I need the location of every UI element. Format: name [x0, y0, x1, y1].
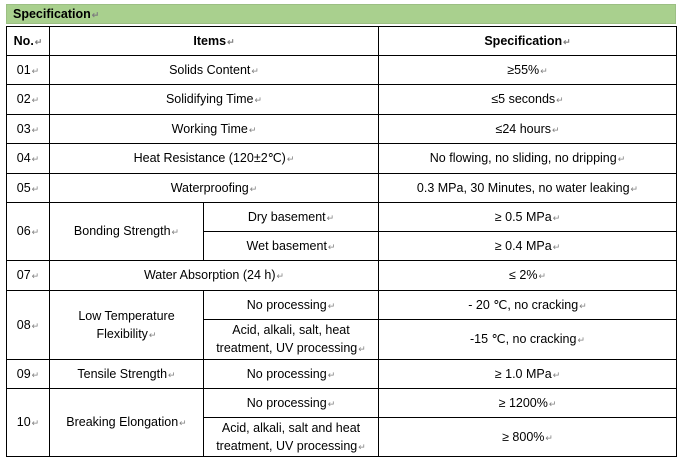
paragraph-mark-icon: ↵	[31, 369, 40, 380]
paragraph-mark-icon: ↵	[254, 95, 263, 105]
row-spec: No flowing, no sliding, no dripping↵	[379, 144, 677, 174]
paragraph-mark-icon: ↵	[227, 36, 235, 47]
paragraph-mark-icon: ↵	[31, 320, 40, 331]
paragraph-mark-icon: ↵	[31, 65, 40, 76]
paragraph-mark-icon: ↵	[34, 36, 43, 47]
row-spec: ≤ 2%↵	[379, 261, 677, 291]
paragraph-mark-icon: ↵	[552, 124, 560, 135]
row-spec: ≥55%↵	[379, 56, 677, 85]
row-subitem: Acid, alkali, salt and heat treatment, UV processing↵	[204, 418, 379, 457]
row-subitem: Acid, alkali, salt, heat treatment, UV processing↵	[204, 320, 379, 360]
section-title-bar	[6, 4, 676, 24]
table-header-row	[7, 27, 677, 56]
table-row	[7, 203, 677, 232]
paragraph-mark-icon: ↵	[31, 183, 40, 194]
section-title: Specification	[13, 7, 91, 21]
row-item: Solids Content↵	[50, 56, 379, 85]
row-number: 04↵	[7, 144, 50, 174]
header-items: Items↵	[50, 27, 379, 56]
row-number: 06↵	[7, 203, 50, 261]
paragraph-mark-icon: ↵	[249, 183, 258, 194]
paragraph-mark-icon: ↵	[552, 212, 561, 223]
table-row	[7, 389, 677, 418]
table-row	[7, 291, 677, 320]
paragraph-mark-icon: ↵	[552, 369, 561, 380]
row-number: 01↵	[7, 56, 50, 85]
row-subitem: No processing↵	[204, 291, 379, 320]
row-spec: ≥ 0.4 MPa↵	[379, 232, 677, 261]
paragraph-mark-icon: ↵	[168, 369, 176, 380]
paragraph-mark-icon: ↵	[31, 418, 40, 428]
table-row	[7, 56, 677, 85]
header-no: No.↵	[7, 27, 50, 56]
row-spec: ≥ 1200%↵	[379, 389, 677, 418]
row-number: 03↵	[7, 115, 50, 144]
row-spec: ≥ 0.5 MPa↵	[379, 203, 677, 232]
paragraph-mark-icon: ↵	[31, 227, 40, 237]
row-subitem: No processing↵	[204, 389, 379, 418]
row-spec: 0.3 MPa, 30 Minutes, no water leaking↵	[379, 174, 677, 203]
paragraph-mark-icon: ↵	[171, 227, 180, 237]
paragraph-mark-icon: ↵	[179, 418, 187, 428]
paragraph-mark-icon: ↵	[327, 241, 336, 252]
paragraph-mark-icon: ↵	[31, 124, 40, 135]
row-subitem: No processing↵	[204, 360, 379, 389]
paragraph-mark-icon: ↵	[545, 432, 553, 443]
row-item: Solidifying Time↵	[50, 85, 379, 115]
row-spec: ≥ 1.0 MPa↵	[379, 360, 677, 389]
row-subitem: Wet basement↵	[204, 232, 379, 261]
table-row	[7, 115, 677, 144]
row-number: 02↵	[7, 85, 50, 115]
paragraph-mark-icon: ↵	[579, 300, 587, 311]
paragraph-mark-icon: ↵	[556, 95, 564, 105]
paragraph-mark-icon: ↵	[563, 36, 571, 47]
table-row	[7, 360, 677, 389]
paragraph-mark-icon: ↵	[276, 271, 285, 281]
row-number: 09↵	[7, 360, 50, 389]
paragraph-mark-icon: ↵	[358, 441, 366, 452]
paragraph-mark-icon: ↵	[327, 369, 336, 380]
paragraph-mark-icon: ↵	[31, 271, 40, 281]
row-spec: -15 ℃, no cracking↵	[379, 320, 677, 360]
row-spec: ≥ 800%↵	[379, 418, 677, 457]
row-number: 05↵	[7, 174, 50, 203]
row-item: Waterproofing↵	[50, 174, 379, 203]
paragraph-mark-icon: ↵	[577, 335, 586, 345]
paragraph-mark-icon: ↵	[31, 95, 40, 105]
paragraph-mark-icon: ↵	[617, 154, 626, 164]
table-row	[7, 174, 677, 203]
row-item: Breaking Elongation↵	[50, 389, 204, 457]
row-item: Tensile Strength↵	[50, 360, 204, 389]
table-row	[7, 144, 677, 174]
paragraph-mark-icon: ↵	[538, 271, 546, 281]
paragraph-mark-icon: ↵	[31, 154, 40, 164]
paragraph-mark-icon: ↵	[552, 241, 561, 252]
header-specification: Specification↵	[379, 27, 677, 56]
paragraph-mark-icon: ↵	[358, 344, 366, 354]
paragraph-mark-icon: ↵	[630, 183, 639, 194]
row-item: Heat Resistance (120±2℃)↵	[50, 144, 379, 174]
row-subitem: Dry basement↵	[204, 203, 379, 232]
table-row	[7, 261, 677, 291]
row-spec: ≤24 hours↵	[379, 115, 677, 144]
paragraph-mark-icon: ↵	[548, 398, 557, 409]
row-spec: - 20 ℃, no cracking↵	[379, 291, 677, 320]
paragraph-mark-icon: ↵	[248, 124, 257, 135]
row-item: Low Temperature Flexibility↵	[50, 291, 204, 360]
paragraph-mark-icon: ↵	[327, 300, 336, 311]
row-item: Water Absorption (24 h)↵	[50, 261, 379, 291]
paragraph-mark-icon: ↵	[251, 65, 259, 76]
row-number: 08↵	[7, 291, 50, 360]
paragraph-mark-icon: ↵	[327, 398, 336, 409]
paragraph-mark-icon: ↵	[91, 10, 100, 20]
paragraph-mark-icon: ↵	[148, 329, 157, 340]
row-number: 10↵	[7, 389, 50, 457]
paragraph-mark-icon: ↵	[540, 65, 548, 76]
row-number: 07↵	[7, 261, 50, 291]
specification-table	[6, 26, 677, 457]
table-row	[7, 85, 677, 115]
row-spec: ≤5 seconds↵	[379, 85, 677, 115]
row-item: Working Time↵	[50, 115, 379, 144]
paragraph-mark-icon: ↵	[286, 154, 295, 164]
paragraph-mark-icon: ↵	[326, 212, 335, 223]
row-item: Bonding Strength↵	[50, 203, 204, 261]
